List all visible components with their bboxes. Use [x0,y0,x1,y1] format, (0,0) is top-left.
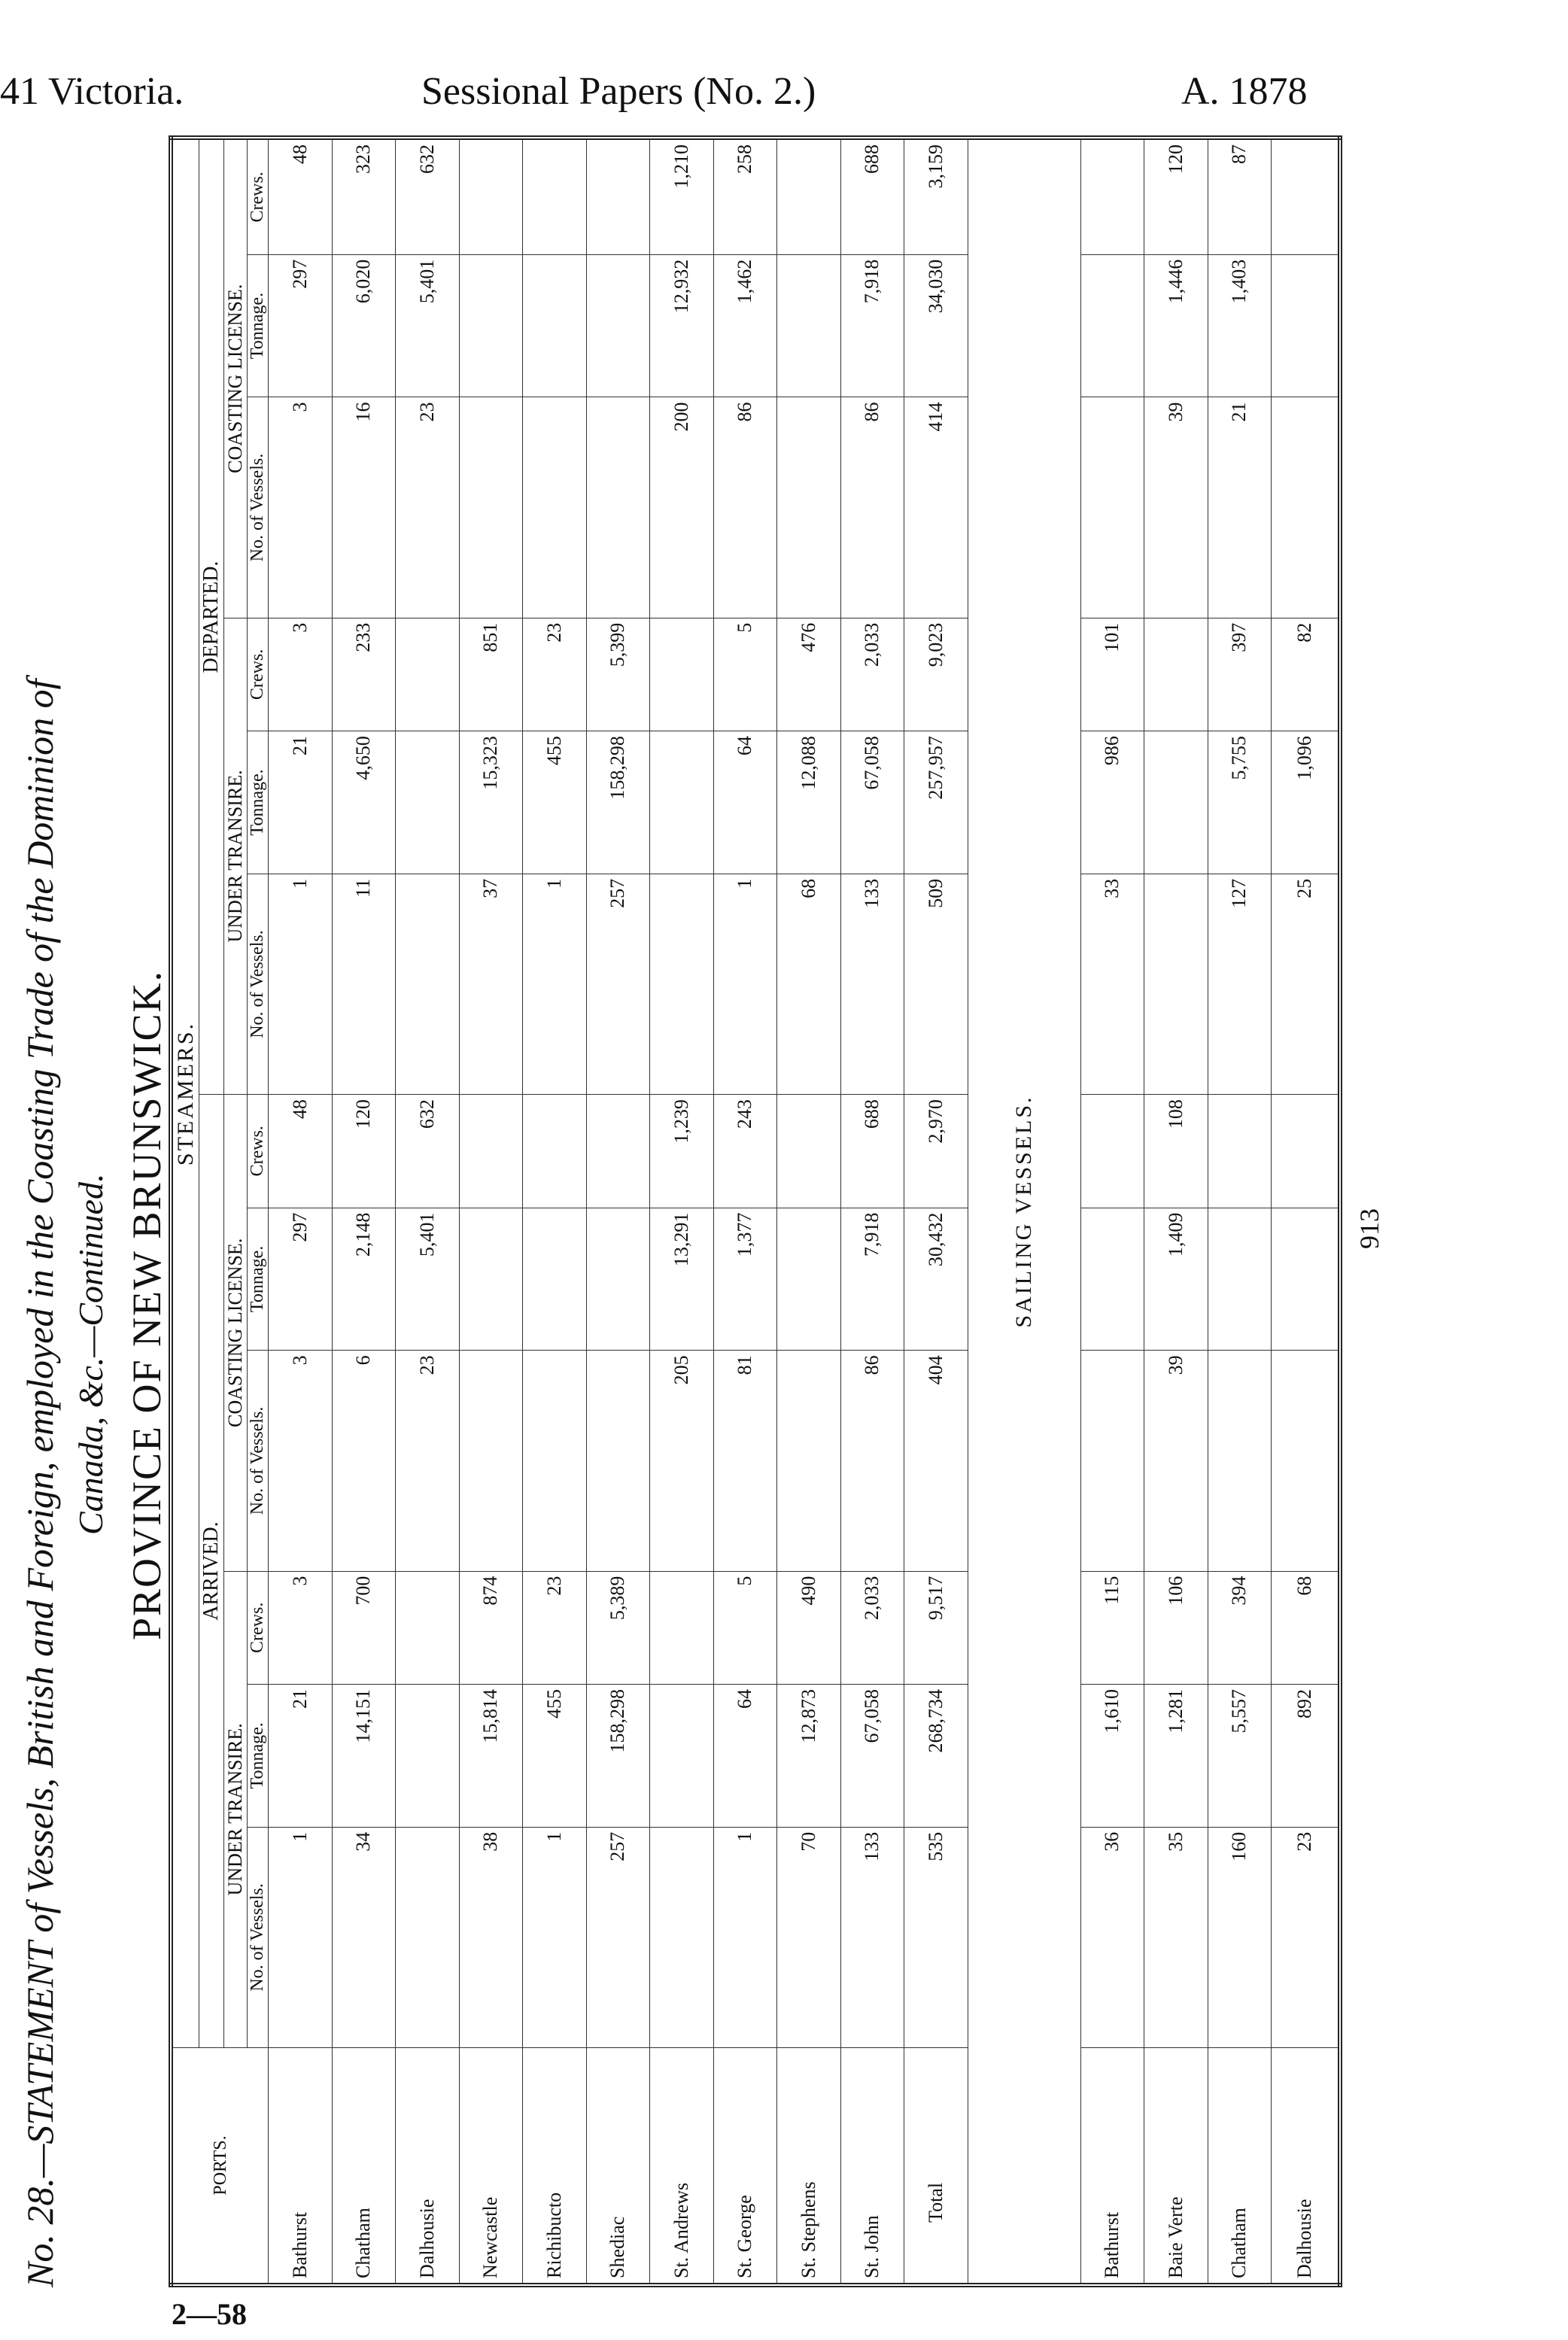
sailing-vessels-header: SAILING VESSELS. [968,138,1080,2285]
cell-value: 64 [713,1685,777,1828]
cell-value: 688 [840,1095,904,1208]
cell-value [650,731,714,874]
cell-value: 258 [713,138,777,254]
cell-value [586,1095,650,1208]
cell-value: 48 [269,1095,333,1208]
cell-value: 158,298 [586,1685,650,1828]
cell-value [650,874,714,1094]
cell-value: 257 [586,874,650,1094]
cell-value: 68 [1272,1571,1340,1684]
cell-value: 1,281 [1144,1685,1208,1828]
cell-value [650,1827,714,2047]
cell-value: 11 [332,874,396,1094]
cell-value: 33 [1080,874,1144,1094]
cell-value: 25 [1272,874,1340,1094]
cell-value: 39 [1144,397,1208,618]
arrived-header: ARRIVED. [199,1095,224,2048]
total-value: 414 [904,397,968,618]
cell-value [777,1208,841,1351]
cell-value: 5,557 [1208,1685,1272,1828]
cell-value: 23 [396,397,460,618]
cell-value: 37 [459,874,523,1094]
cell-value [459,1095,523,1208]
cell-value: 1,239 [650,1095,714,1208]
cell-value: 21 [1208,397,1272,618]
port-name: St. John [840,2048,904,2286]
cell-value [1272,1351,1340,1571]
cell-value [777,254,841,397]
cell-value [1080,254,1144,397]
cell-value: 5,401 [396,254,460,397]
total-value: 535 [904,1827,968,2047]
cell-value [396,874,460,1094]
total-value: 9,517 [904,1571,968,1684]
cell-value: 68 [777,874,841,1094]
cell-value: 1,409 [1144,1208,1208,1351]
statement-title-continued: Canada, &c.—Continued. [71,1173,110,1535]
table-row [1144,138,1208,2285]
arrived-under-transire-header: UNDER TRANSIRE. [224,1571,248,2047]
cell-value: 1 [269,874,333,1094]
cell-value [1208,1351,1272,1571]
cell-value: 7,918 [840,254,904,397]
cell-value [777,138,841,254]
cell-value: 23 [523,618,587,731]
total-value: 509 [904,874,968,1094]
table-row [396,138,460,2285]
cell-value: 5,399 [586,618,650,731]
table-row [840,138,904,2285]
cell-value [1272,1095,1340,1208]
ports-header: PORTS. [171,2048,269,2286]
cell-value [650,1685,714,1828]
cell-value: 21 [269,731,333,874]
cell-value: 1 [523,874,587,1094]
table-row [1080,138,1144,2285]
sailing-body [1080,138,1340,2285]
cell-value: 1 [713,1827,777,2047]
cell-value: 158,298 [586,731,650,874]
cell-value [586,254,650,397]
cell-value: 200 [650,397,714,618]
cell-value: 15,323 [459,731,523,874]
cell-value: 3 [269,618,333,731]
col-tonnage: Tonnage. [248,254,269,397]
col-crews: Crews. [248,138,269,254]
table-row [269,138,333,2285]
cell-value [1080,397,1144,618]
cell-value: 205 [650,1351,714,1571]
cell-value: 2,148 [332,1208,396,1351]
cell-value: 120 [1144,138,1208,254]
cell-value [396,1571,460,1684]
cell-value: 1,446 [1144,254,1208,397]
cell-value: 243 [713,1095,777,1208]
cell-value [459,254,523,397]
cell-value: 3 [269,397,333,618]
port-name: Richibucto [523,2048,587,2286]
port-name: St. Andrews [650,2048,714,2286]
cell-value [459,1351,523,1571]
cell-value [523,138,587,254]
table-row [586,138,650,2285]
cell-value: 108 [1144,1095,1208,1208]
cell-value [1144,618,1208,731]
cell-value: 476 [777,618,841,731]
cell-value: 15,814 [459,1685,523,1828]
total-value: 3,159 [904,138,968,254]
cell-value: 12,088 [777,731,841,874]
cell-value: 120 [332,1095,396,1208]
port-name: Bathurst [1080,2048,1144,2286]
cell-value [1272,138,1340,254]
cell-value: 688 [840,138,904,254]
cell-value [523,1208,587,1351]
cell-value: 133 [840,874,904,1094]
cell-value: 64 [713,731,777,874]
cell-value: 6 [332,1351,396,1571]
col-vessels: No. of Vessels. [248,397,269,618]
cell-value: 1 [269,1827,333,2047]
col-vessels: No. of Vessels. [248,874,269,1094]
total-value: 404 [904,1351,968,1571]
cell-value: 34 [332,1827,396,2047]
cell-value [396,1685,460,1828]
cell-value: 297 [269,254,333,397]
cell-value [1080,1095,1144,1208]
cell-value [523,1351,587,1571]
col-vessels: No. of Vessels. [248,1827,269,2047]
total-value: 257,957 [904,731,968,874]
port-name: Chatham [332,2048,396,2286]
table-row [459,138,523,2285]
port-name: Newcastle [459,2048,523,2286]
cell-value: 87 [1208,138,1272,254]
steamers-body [269,138,968,2285]
cell-value: 397 [1208,618,1272,731]
cell-value: 127 [1208,874,1272,1094]
cell-value [523,254,587,397]
cell-value: 455 [523,1685,587,1828]
total-value: 2,970 [904,1095,968,1208]
col-vessels: No. of Vessels. [248,1351,269,1571]
cell-value [523,1095,587,1208]
table-row [1272,138,1340,2285]
col-crews: Crews. [248,1095,269,1208]
cell-value [777,1095,841,1208]
cell-value [586,1351,650,1571]
cell-value: 115 [1080,1571,1144,1684]
total-value: 30,432 [904,1208,968,1351]
col-tonnage: Tonnage. [248,731,269,874]
cell-value [1272,397,1340,618]
cell-value: 851 [459,618,523,731]
cell-value: 23 [1272,1827,1340,2047]
cell-value: 38 [459,1827,523,2047]
cell-value [1208,1208,1272,1351]
cell-value: 1 [713,874,777,1094]
departed-under-transire-header: UNDER TRANSIRE. [224,618,248,1094]
port-name: Dalhousie [1272,2048,1340,2286]
arrived-coasting-license-header: COASTING LICENSE. [224,1095,248,1571]
cell-value [396,1827,460,2047]
cell-value: 5,401 [396,1208,460,1351]
cell-value: 700 [332,1571,396,1684]
port-name: Bathurst [269,2048,333,2286]
cell-value: 39 [1144,1351,1208,1571]
cell-value: 106 [1144,1571,1208,1684]
cell-value: 455 [523,731,587,874]
departed-header: DEPARTED. [199,138,224,1095]
port-name: Shediac [586,2048,650,2286]
cell-value: 14,151 [332,1685,396,1828]
cell-value [1208,1095,1272,1208]
cell-value [459,397,523,618]
cell-value: 1,462 [713,254,777,397]
cell-value [523,397,587,618]
cell-value: 12,932 [650,254,714,397]
col-tonnage: Tonnage. [248,1208,269,1351]
page-number: 913 [1354,1208,1384,1249]
cell-value: 874 [459,1571,523,1684]
cell-value [1144,731,1208,874]
cell-value [396,618,460,731]
cell-value: 70 [777,1827,841,2047]
cell-value: 12,873 [777,1685,841,1828]
cell-value: 2,033 [840,618,904,731]
total-value: 34,030 [904,254,968,397]
cell-value: 82 [1272,618,1340,731]
cell-value: 67,058 [840,1685,904,1828]
coasting-trade-table [169,135,1342,2287]
header-right: A. 1878 [1181,70,1308,113]
cell-value: 67,058 [840,731,904,874]
table-row [332,138,396,2285]
cell-value [777,1351,841,1571]
cell-value [396,731,460,874]
cell-value [1272,254,1340,397]
cell-value [650,1571,714,1684]
statement-title: No. 28.—STATEMENT of Vessels, British and Foreign, employed in the Coasting Trade of the Dominion of [19,679,61,2287]
cell-value [459,138,523,254]
cell-value: 4,650 [332,731,396,874]
cell-value: 160 [1208,1827,1272,2047]
total-value: 268,734 [904,1685,968,1828]
header-left: 41 Victoria. [0,70,184,113]
cell-value: 23 [396,1351,460,1571]
cell-value: 6,020 [332,254,396,397]
port-name: St. Stephens [777,2048,841,2286]
cell-value: 5 [713,618,777,731]
total-value: 9,023 [904,618,968,731]
cell-value: 986 [1080,731,1144,874]
cell-value [1080,1351,1144,1571]
cell-value: 2,033 [840,1571,904,1684]
cell-value [777,397,841,618]
cell-value: 1 [523,1827,587,2047]
cell-value [1080,138,1144,254]
table-row [523,138,587,2285]
cell-value: 892 [1272,1685,1340,1828]
cell-value: 48 [269,138,333,254]
port-name: St. George [713,2048,777,2286]
cell-value: 36 [1080,1827,1144,2047]
sailing-section [968,138,1080,2285]
cell-value: 5 [713,1571,777,1684]
departed-coasting-license-header: COASTING LICENSE. [224,138,248,618]
cell-value [650,618,714,731]
port-name: Chatham [1208,2048,1272,2286]
province-heading: PROVINCE OF NEW BRUNSWICK. [124,969,169,1640]
col-tonnage: Tonnage. [248,1685,269,1828]
col-crews: Crews. [248,618,269,731]
cell-value [1272,1208,1340,1351]
cell-value: 7,918 [840,1208,904,1351]
cell-value [1080,1208,1144,1351]
table-row [713,138,777,2285]
cell-value: 13,291 [650,1208,714,1351]
cell-value: 16 [332,397,396,618]
header-center: Sessional Papers (No. 2.) [421,70,816,113]
cell-value: 3 [269,1351,333,1571]
rotated-page-content [19,135,1384,2287]
cell-value: 323 [332,138,396,254]
cell-value: 133 [840,1827,904,2047]
cell-value: 21 [269,1685,333,1828]
cell-value: 233 [332,618,396,731]
table-row [777,138,841,2285]
col-crews: Crews. [248,1571,269,1684]
cell-value: 1,096 [1272,731,1340,874]
cell-value: 81 [713,1351,777,1571]
cell-value: 86 [840,1351,904,1571]
cell-value: 5,755 [1208,731,1272,874]
cell-value [586,1208,650,1351]
cell-value: 101 [1080,618,1144,731]
cell-value: 1,377 [713,1208,777,1351]
steamers-header: STEAMERS. [171,138,199,2048]
cell-value: 632 [396,1095,460,1208]
cell-value: 3 [269,1571,333,1684]
table-row [1208,138,1272,2285]
cell-value: 86 [840,397,904,618]
cell-value: 1,610 [1080,1685,1144,1828]
table-row [650,138,714,2285]
cell-value [459,1208,523,1351]
cell-value [586,397,650,618]
cell-value: 257 [586,1827,650,2047]
cell-value [586,138,650,254]
cell-value: 5,389 [586,1571,650,1684]
cell-value: 490 [777,1571,841,1684]
cell-value: 35 [1144,1827,1208,2047]
cell-value [1144,874,1208,1094]
cell-value: 297 [269,1208,333,1351]
cell-value: 23 [523,1571,587,1684]
cell-value: 1,403 [1208,254,1272,397]
cell-value: 394 [1208,1571,1272,1684]
port-name: Baie Verte [1144,2048,1208,2286]
total-row [904,138,968,2285]
cell-value: 1,210 [650,138,714,254]
footer-reference: 2—58 [172,2297,247,2331]
port-name: Dalhousie [396,2048,460,2286]
cell-value: 632 [396,138,460,254]
cell-value: 86 [713,397,777,618]
total-label: Total [904,2048,968,2286]
